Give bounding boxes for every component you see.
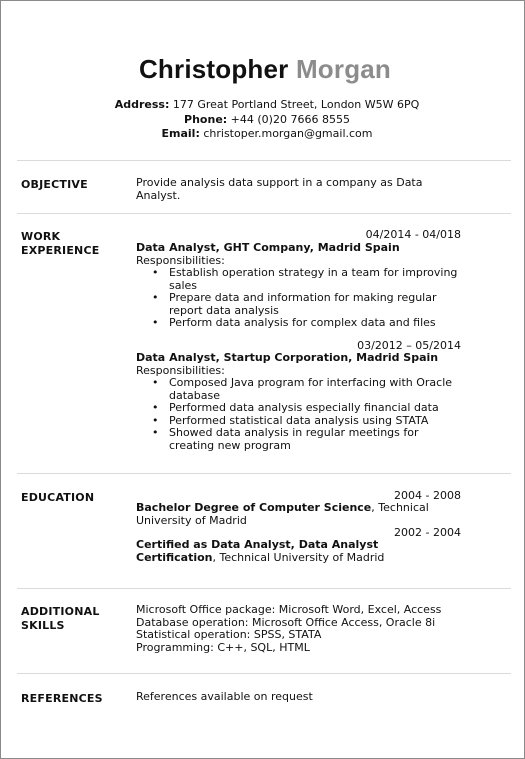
skill-line: Programming: C++, SQL, HTML <box>136 640 310 654</box>
references-text: References available on request <box>136 690 313 703</box>
responsibility-item: • Prepare data and information for making regular report data analysis <box>136 292 462 317</box>
institution: , Technical University of Madrid <box>136 501 429 527</box>
objective-text: Provide analysis data support in a company as Data Analyst. <box>136 176 423 202</box>
email-label: Email: <box>161 127 200 140</box>
responsibility-item: • Perform data analysis for complex data and files <box>136 317 462 330</box>
responsibility-list <box>136 267 462 330</box>
education-dates: 2002 - 2004 <box>394 526 461 539</box>
degree-title: Bachelor Degree of Computer Science <box>136 501 372 514</box>
divider <box>17 473 511 474</box>
skills-heading <box>21 605 100 633</box>
responsibility-item: • Performed statistical data analysis using STATA <box>136 415 462 428</box>
job-dates: 03/2012 – 05/2014 <box>357 339 461 352</box>
responsibilities-label: Responsibilities: <box>136 363 225 377</box>
last-name: Morgan <box>295 54 392 84</box>
responsibility-list <box>136 377 462 452</box>
institution: , Technical University of Madrid <box>212 550 385 564</box>
skills-heading-line2: SKILLS <box>21 619 65 632</box>
divider <box>17 673 511 674</box>
job-title: Data Analyst, Startup Corporation, Madrid Spain <box>136 351 439 364</box>
degree-title: Certified as Data Analyst, Data Analyst Certification <box>136 538 379 564</box>
divider <box>17 588 511 589</box>
email-value: christoper.morgan@gmail.com <box>203 127 373 140</box>
work-heading-line2: EXPERIENCE <box>21 244 100 257</box>
education-entry <box>136 502 462 527</box>
first-name: Christopher <box>138 54 289 84</box>
candidate-name <box>0 54 525 85</box>
phone-line <box>0 113 525 126</box>
skills-list <box>136 604 462 654</box>
responsibility-item: • Showed data analysis in regular meetings for creating new program <box>136 427 462 452</box>
objective-heading: OBJECTIVE <box>21 178 88 191</box>
divider <box>17 160 511 161</box>
phone-value: +44 (0)20 7666 8555 <box>230 113 350 126</box>
skill-line: Statistical operation: SPSS, STATA <box>136 628 322 641</box>
education-heading: EDUCATION <box>21 491 95 504</box>
divider <box>17 213 511 214</box>
education-entry <box>136 539 462 564</box>
address-value: 177 Great Portland Street, London W5W 6PQ <box>172 98 420 111</box>
skill-line: Microsoft Office package: Microsoft Word, Excel, Access <box>136 603 442 616</box>
email-line <box>0 127 525 140</box>
job-entry <box>136 242 462 330</box>
education-dates: 2004 - 2008 <box>394 489 461 502</box>
responsibility-item: • Performed data analysis especially financial data <box>136 402 462 415</box>
responsibility-item: • Composed Java program for interfacing with Oracle database <box>136 377 462 402</box>
job-dates: 04/2014 - 04/018 <box>365 228 461 241</box>
responsibilities-label: Responsibilities: <box>136 253 225 267</box>
skills-heading-line1: ADDITIONAL <box>21 605 100 618</box>
address-label: Address: <box>114 98 170 111</box>
phone-label: Phone: <box>184 113 228 126</box>
address-line <box>0 98 525 111</box>
references-heading: REFERENCES <box>21 692 103 705</box>
job-title: Data Analyst, GHT Company, Madrid Spain <box>136 241 400 254</box>
skill-line: Database operation: Microsoft Office Access, Oracle 8i <box>136 615 436 629</box>
responsibility-item: • Establish operation strategy in a team for improving sales <box>136 267 462 292</box>
work-heading-line1: WORK <box>21 230 61 243</box>
work-experience-heading <box>21 230 99 258</box>
job-entry <box>136 352 462 452</box>
